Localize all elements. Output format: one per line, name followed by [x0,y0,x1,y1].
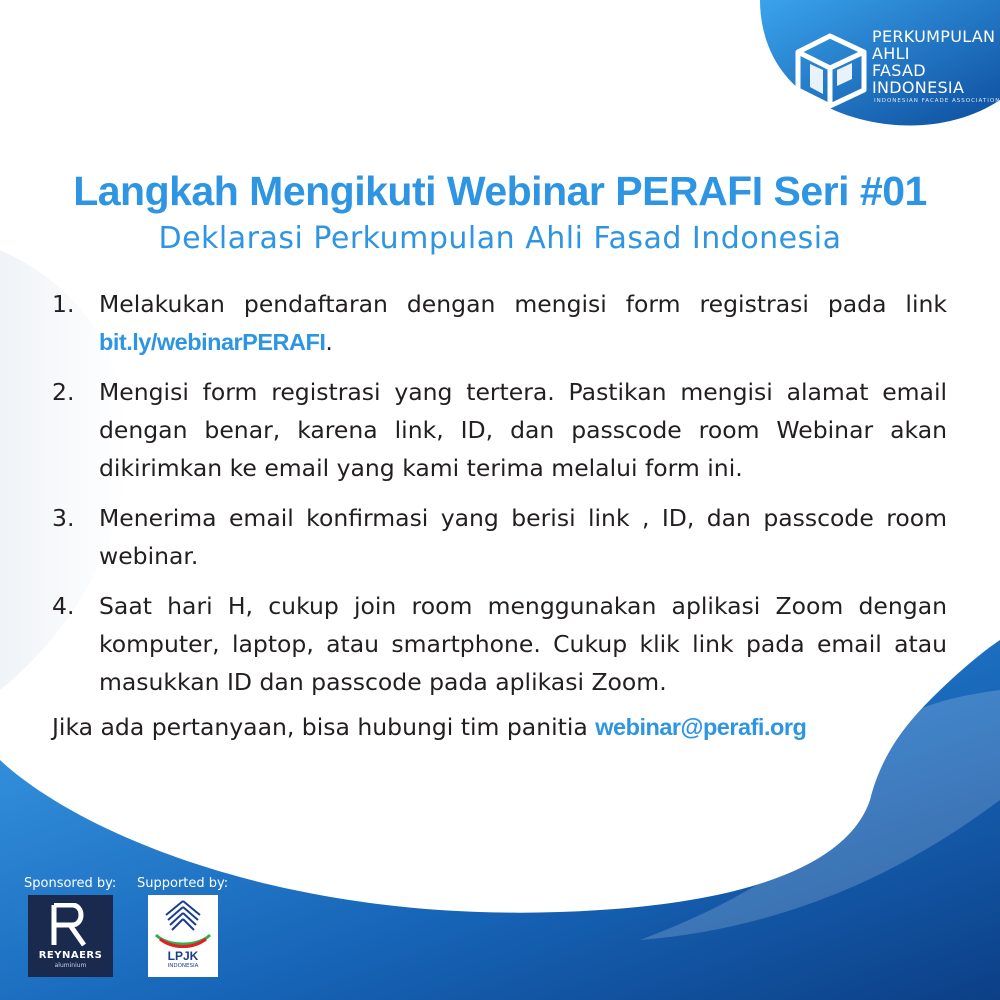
reynaers-logo [28,895,113,977]
steps-list [52,285,947,713]
supported-by-label: Supported by: [137,876,229,891]
contact-email-link[interactable]: webinar@perafi.org [595,714,807,740]
sponsor-sub: aluminium [54,962,87,969]
logo-line: PERKUMPULAN [872,27,996,46]
page-title: Langkah Mengikuti Webinar PERAFI Seri #01 [73,168,927,214]
step-text: Saat hari H, cukup join room menggunakan aplikasi Zoom dengan komputer, laptop, atau smartphone. Cukup klik link pada email atau masukkan ID dan passcode pada aplikasi Zoom. [99,592,947,696]
step-text: Mengisi form registrasi yang tertera. Pastikan mengisi alamat email dengan benar, karena link, ID, dan passcode room Webinar akan dikirimkan ke email yang kami terima melalui form ini. [99,378,947,482]
page-subtitle: Deklarasi Perkumpulan Ahli Fasad Indonesia [158,221,842,256]
step-item [52,499,947,575]
step-suffix: . [325,328,333,356]
registration-link[interactable]: bit.ly/webinarPERAFI [99,329,326,355]
logo-line: INDONESIA [872,78,965,97]
step-text: Melakukan pendaftaran dengan mengisi form registrasi pada link [99,290,947,318]
supporter-name: LPJK [167,949,199,963]
sponsor-name: REYNAERS [38,950,103,961]
contact-line [52,713,806,741]
lpjk-logo [148,895,218,977]
step-number: 2. [52,378,75,406]
sponsored-by-label: Sponsored by: [24,876,117,891]
step-item [52,285,947,361]
reynaers-r-icon [50,903,90,947]
logo-tagline: INDONESIAN FACADE ASSOCIATION [874,98,1000,104]
supporter-sub: INDONESIA [167,963,199,969]
step-text: Menerima email konfirmasi yang berisi link , ID, dan passcode room webinar. [99,504,947,570]
logo-line: FASAD [872,61,926,80]
step-number: 1. [52,290,75,318]
contact-text: Jika ada pertanyaan, bisa hubungi tim panitia [52,713,596,741]
step-item [52,373,947,487]
organization-name [872,28,995,96]
lpjk-building-icon [148,895,218,949]
step-number: 3. [52,504,75,532]
step-number: 4. [52,592,75,620]
step-item [52,587,947,701]
logo-line: AHLI [872,44,910,63]
